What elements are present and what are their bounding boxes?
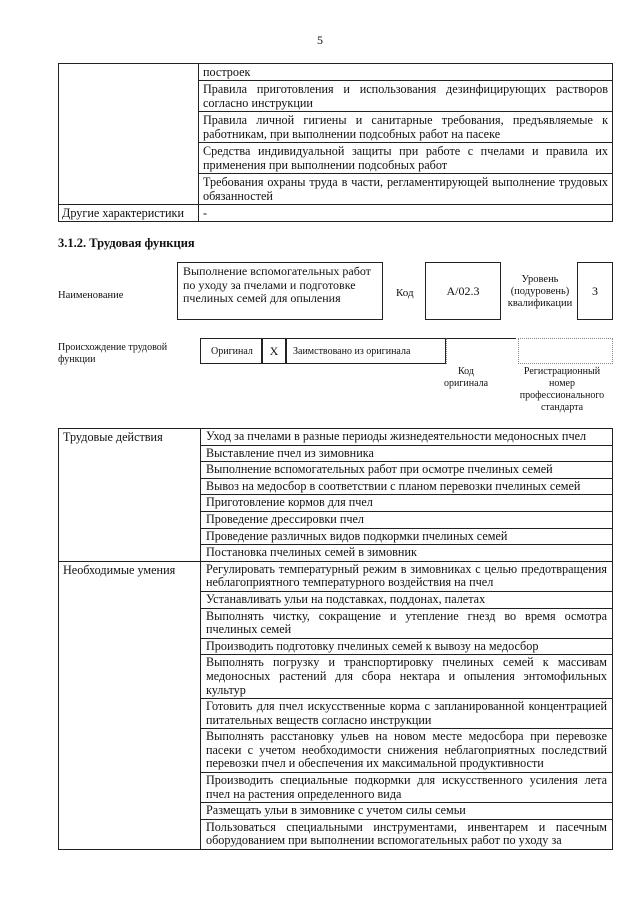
origin-label: Происхождение трудовой функции — [58, 342, 168, 365]
skill-row: Выполнять погрузку и транспортировку пчелиных семей к массивам медоносных растений для сбора нектара и опыления энтомофильных культур — [201, 655, 613, 699]
qualification-level-box: 3 — [577, 262, 613, 320]
skill-row: Устанавливать ульи на подставках, поддонах, палетах — [201, 591, 613, 608]
skill-row: Размещать ульи в зимовнике с учетом силы семьи — [201, 803, 613, 820]
knowledge-row: Правила приготовления и использования дезинфицирующих растворов согласно инструкции — [199, 81, 613, 112]
skill-row: Выполнять чистку, сокращение и утепление гнезд во время осмотра пчелиных семей — [201, 608, 613, 638]
action-row: Проведение различных видов подкормки пчелиных семей — [201, 528, 613, 545]
original-mark: X — [262, 338, 286, 364]
borrowed-label: Заимствовано из оригинала — [286, 338, 446, 364]
action-row: Уход за пчелами в разные периоды жизнедеятельности медоносных пчел — [201, 429, 613, 446]
knowledge-row: Средства индивидуальной защиты при работе с пчелами и правила их применения при выполнении подсобных работ — [199, 143, 613, 174]
skills-label: Необходимые умения — [59, 561, 201, 849]
page-number: 5 — [317, 33, 323, 47]
skill-row: Производить подготовку пчелиных семей к вывозу на медосбор — [201, 638, 613, 655]
knowledge-row: Требования охраны труда в части, регламентирующей выполнение трудовых обязанностей — [199, 174, 613, 205]
knowledge-row: построек — [199, 64, 613, 81]
action-row: Приготовление кормов для пчел — [201, 495, 613, 512]
skill-row: Производить специальные подкормки для искусственного усиления лета пчел на растения определенного вида — [201, 773, 613, 803]
function-code-box: А/02.3 — [425, 262, 501, 320]
knowledge-label-cell — [59, 64, 199, 205]
function-name-box: Выполнение вспомогательных работ по уходу за пчелами и подготовке пчелиных семей для опыления — [177, 262, 383, 320]
registration-number-cell — [518, 338, 613, 364]
action-row: Проведение дрессировки пчел — [201, 511, 613, 528]
function-details-table — [58, 428, 613, 850]
other-characteristics-label: Другие характеристики — [59, 205, 199, 222]
action-row: Выполнение вспомогательных работ при осмотре пчелиных семей — [201, 462, 613, 479]
section-title: 3.1.2. Трудовая функция — [58, 236, 195, 250]
actions-label: Трудовые действия — [59, 429, 201, 562]
knowledge-row: Правила личной гигиены и санитарные требования, предъявляемые к работникам, при выполнении подсобных работ на пасеке — [199, 112, 613, 143]
other-characteristics-value: - — [199, 205, 613, 222]
qualification-level-label: Уровень (подуровень) квалификации — [507, 274, 573, 309]
action-row: Выставление пчел из зимовника — [201, 445, 613, 462]
action-row: Вывоз на медосбор в соответствии с планом перевозки пчелиных семей — [201, 478, 613, 495]
previous-function-table — [58, 63, 613, 222]
original-label: Оригинал — [200, 338, 262, 364]
original-code-cell — [446, 338, 516, 364]
code-label: Код — [396, 287, 414, 299]
skill-row: Готовить для пчел искусственные корма с запланированной концентрацией питательных веществ согласно инструкции — [201, 699, 613, 729]
skill-row: Регулировать температурный режим в зимовниках с целью предотвращения неблагоприятного температурного воздействия на пчел — [201, 561, 613, 591]
registration-number-caption: Регистрационный номер профессионального стандарта — [519, 366, 605, 413]
name-label: Наименование — [58, 290, 124, 301]
original-code-caption: Код оригинала — [443, 366, 489, 389]
skill-row: Выполнять расстановку ульев на новом месте медосбора при перевозке пасеки с учетом необходимости снижения неблагоприятных последствий перевозки пчел и обеспечения их максимальной продуктивности — [201, 729, 613, 773]
skill-row: Пользоваться специальными инструментами, инвентарем и пасечным оборудованием при выполнении вспомогательных работ по уходу за — [201, 819, 613, 849]
origin-row — [200, 338, 612, 364]
action-row: Постановка пчелиных семей в зимовник — [201, 545, 613, 562]
